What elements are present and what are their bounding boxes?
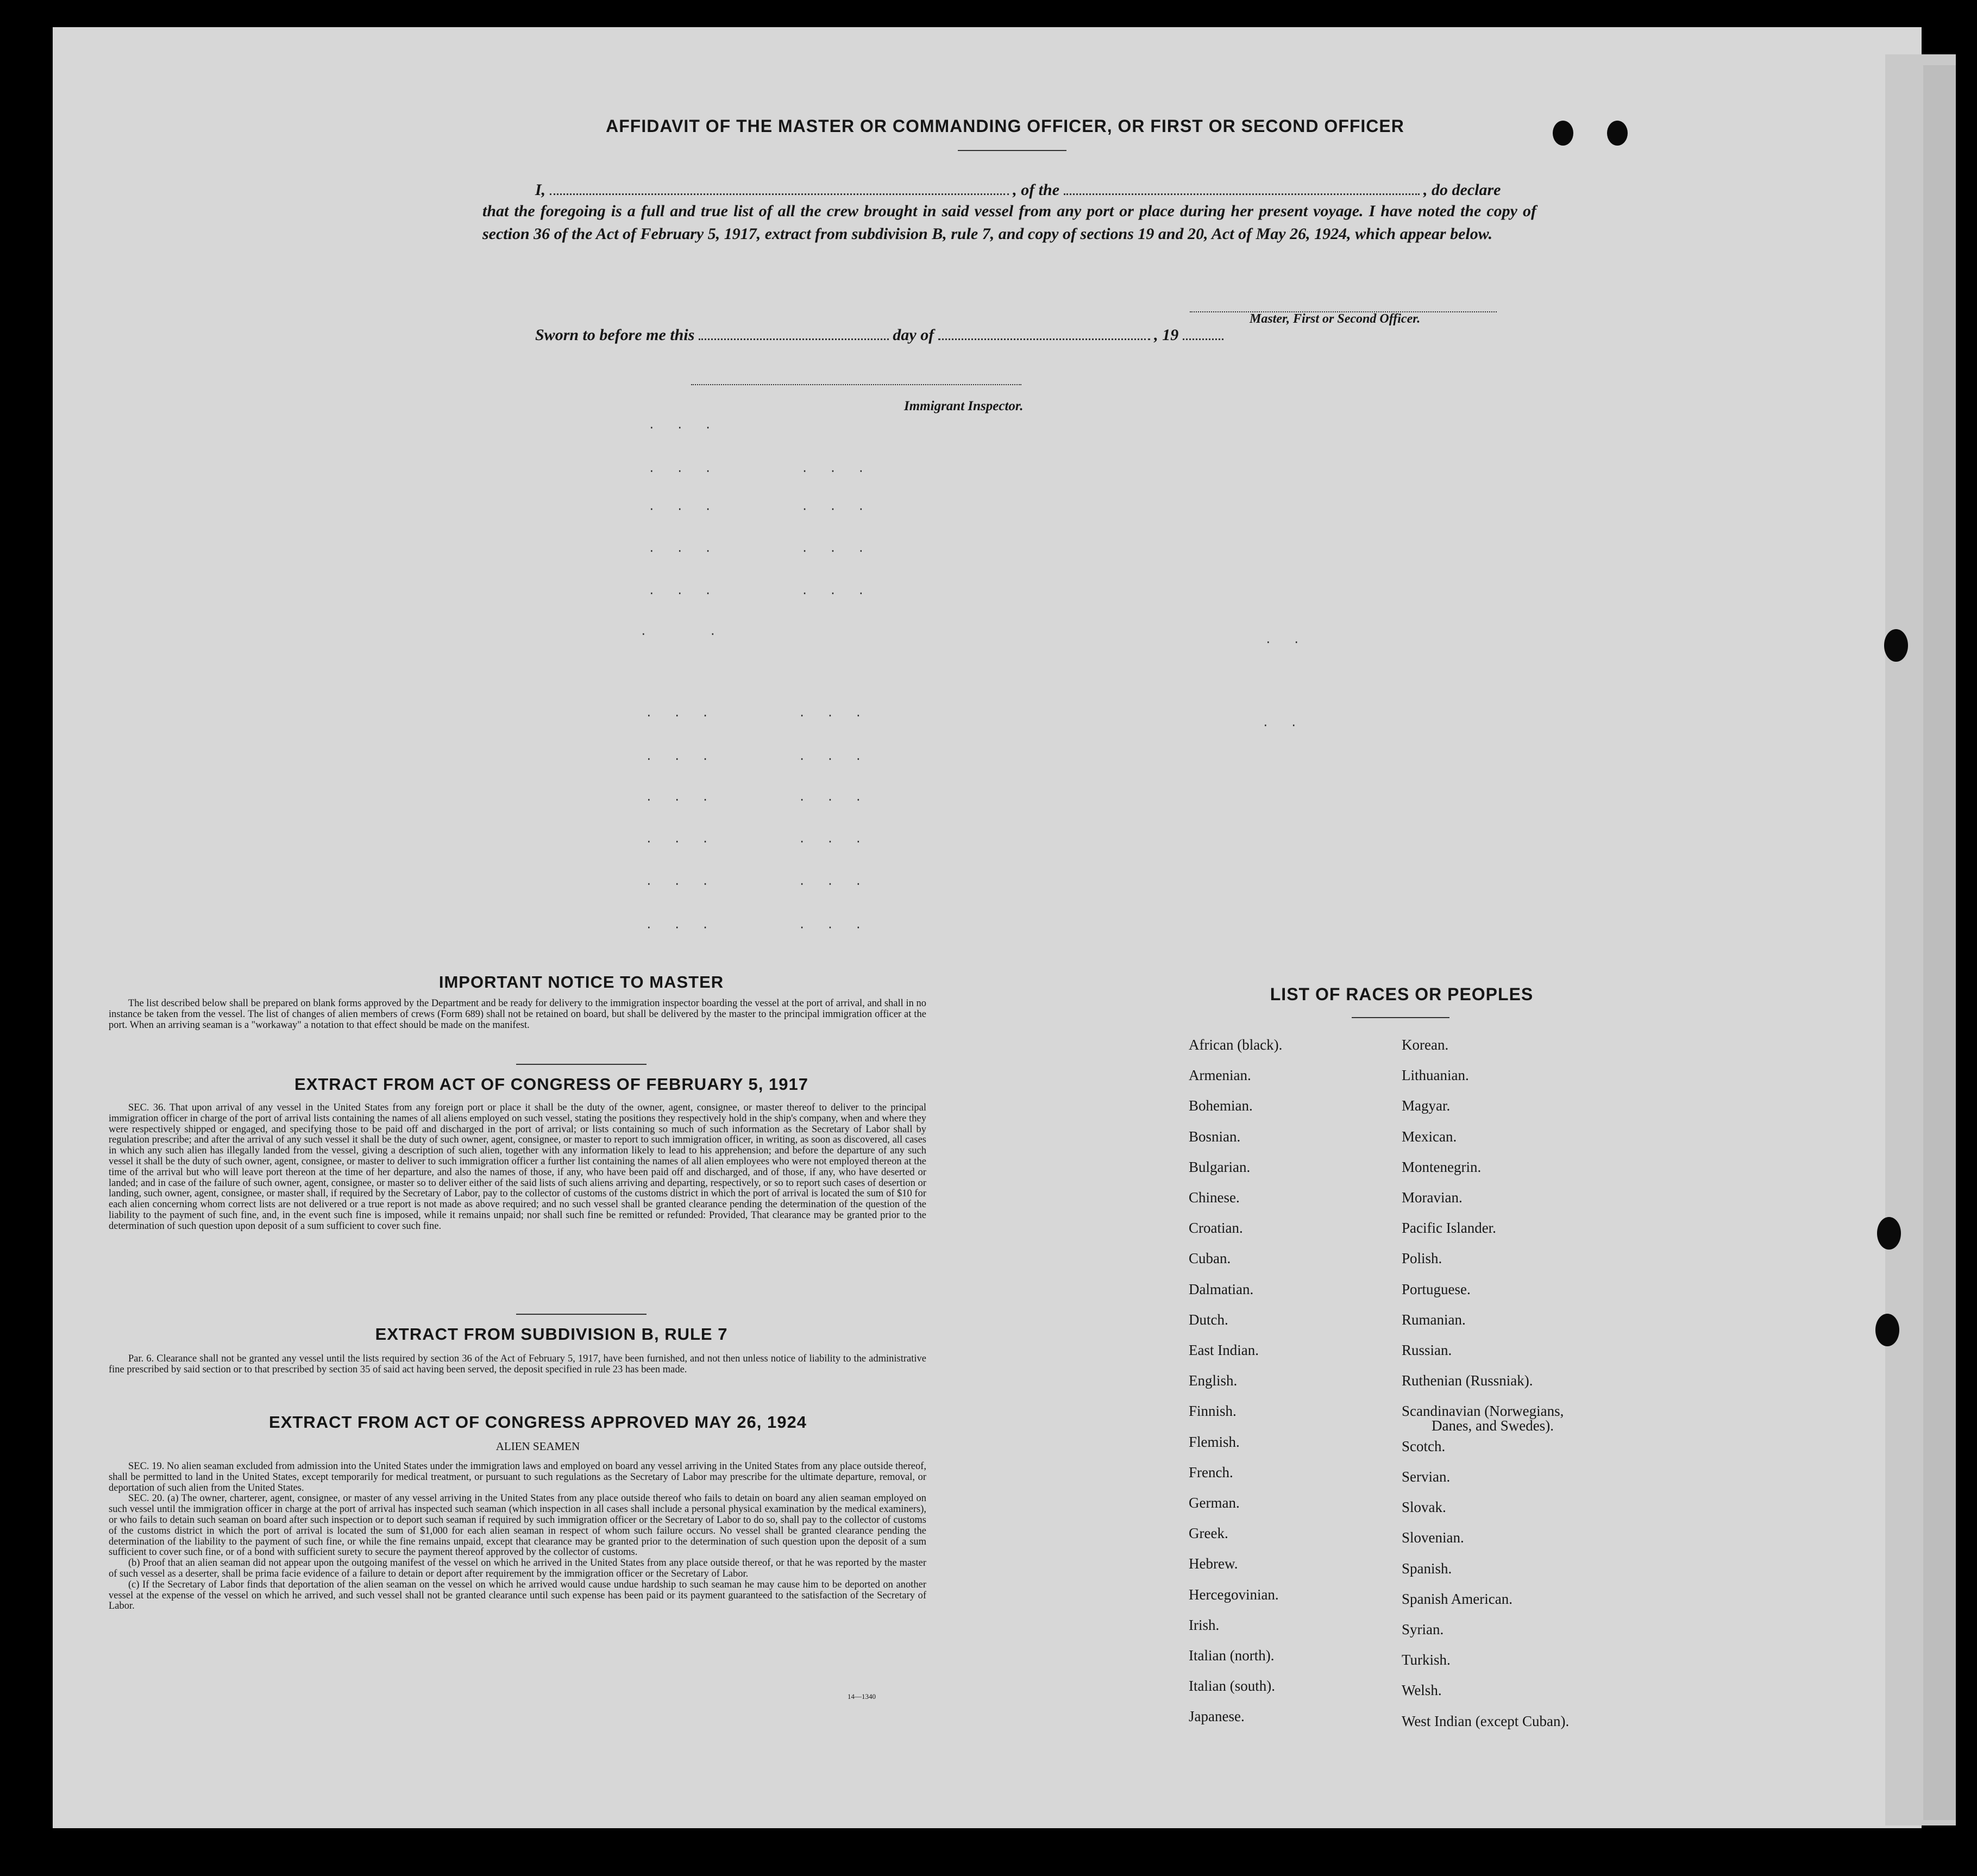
race-item: German.	[1189, 1495, 1240, 1511]
races-title: LIST OF RACES OR PEOPLES	[1270, 984, 1534, 1004]
race-item: Syrian.	[1402, 1621, 1444, 1638]
race-item: Croatian.	[1189, 1220, 1243, 1237]
title-underline	[1352, 1017, 1449, 1018]
race-item: Polish.	[1402, 1250, 1442, 1267]
race-item: Bulgarian.	[1189, 1158, 1251, 1175]
race-item: Scotch.	[1402, 1438, 1446, 1454]
race-item: Dalmatian.	[1189, 1281, 1254, 1297]
punch-hole	[1607, 121, 1628, 146]
signature-label: Master, First or Second Officer.	[1250, 312, 1421, 326]
extract-1917-text: SEC. 36. That upon arrival of any vessel in the United States from any foreign port or place it shall be the duty of the owner, agent, consignee, or master thereof to deliver to the principal immigration officer in charge of the port of arrival lists containing the names of all aliens employed on such vessel, stating the positions they respectively hold in the ship's company, when and where they were respectively shipped or engaged, and specifying those to be paid off and discharged in the port of arrival; or lists containing so much of such information as the Secretary of Labor shall by regulation prescribe; and after the arrival of any such vessel it shall be the duty of such owner, agent, consignee, or master to report to such immigration officer, in writing, as soon as discovered, all cases in which any such alien has illegally landed from the vessel, giving a description of such alien, together with any information likely to lead to his apprehension; and before the departure of any such vessel it shall be the duty of such owner, agent, consignee, or master to deliver to such immigration officer a further list containing the names of all alien employees who were not employed thereon at the time of the arrival but who will leave port thereon at the time of her departure, and also the names of those, if any, who have been paid off and discharged, and of those, if any, who have deserted or landed; and in case of the failure of such owner, agent, consignee, or master so to deliver either of the said lists of such aliens arriving and departing, respectively, or so to report such cases of desertion or landing, such owner, agent, consignee, or master shall, if required by the Secretary of Labor, pay to the collector of customs of the customs district in which the port of arrival is located the sum of $10 for each alien concerning whom correct lists are not delivered or a true report is not made as above required; and no such vessel shall be granted clearance pending the determination of the question of the liability to the payment of such fine, and, in the event such fine is imposed, while it remains unpaid; nor shall such fine be remitted or refunded: Provided, That clearance may be granted prior to the determination of such question upon deposit of a sum sufficient to cover such fine.	[109, 1102, 926, 1232]
section-20c: (c) If the Secretary of Labor finds that deportation of the alien seaman on the vessel on which he arrived would cause undue hardship to such seaman he may cause him to be deported on another vessel at the expense of the vessel on which he arrived, and such vessel shall not be granted clearance until such expense has been paid or its payment guaranteed to the satisfaction of the Secretary of Labor.	[109, 1579, 926, 1612]
extract-1924-title: EXTRACT FROM ACT OF CONGRESS APPROVED MAY 26, 1924	[269, 1413, 807, 1432]
race-item: Greek.	[1189, 1525, 1228, 1542]
section-20b: (b) Proof that an alien seaman did not appear upon the outgoing manifest of the vessel on which he arrived in the United States from any place outside thereof, or that he was reported by the master of such vessel as a deserter, shall be prima facie evidence of a failure to detain or deport after requirement by the immigration officer or the Secretary of Labor.	[109, 1558, 926, 1579]
name-field[interactable]	[550, 193, 1009, 195]
race-item: Rumanian.	[1402, 1311, 1466, 1328]
subdivision-title: EXTRACT FROM SUBDIVISION B, RULE 7	[375, 1325, 728, 1344]
race-item: Slovenian.	[1402, 1529, 1464, 1546]
race-item: Danes, and Swedes).	[1432, 1417, 1554, 1434]
inspector-signature-line[interactable]	[691, 384, 1021, 385]
race-item: African (black).	[1189, 1037, 1283, 1053]
race-item: East Indian.	[1189, 1342, 1259, 1359]
race-item: Japanese.	[1189, 1708, 1245, 1725]
bleed-through-marks: · · · · · ·	[647, 706, 871, 723]
race-item: French.	[1189, 1464, 1233, 1480]
race-item: Spanish.	[1402, 1560, 1452, 1577]
race-item: Spanish American.	[1402, 1590, 1512, 1607]
race-item: Lithuanian.	[1402, 1067, 1469, 1084]
punch-hole	[1553, 121, 1573, 146]
race-item: Italian (south).	[1189, 1678, 1275, 1695]
bleed-through-marks: · · · · · ·	[647, 918, 871, 934]
race-item: Scandinavian (Norwegians,	[1402, 1403, 1564, 1420]
vessel-field[interactable]	[1064, 193, 1420, 195]
race-item: English.	[1189, 1372, 1238, 1389]
race-item: Moravian.	[1402, 1189, 1463, 1206]
bleed-through-marks: · · · · · ·	[647, 832, 871, 849]
section-19: SEC. 19. No alien seaman excluded from admission into the United States under the immigration laws and employed on board any vessel arriving in the United States from any place outside thereof, shall be permitted to land in the United States, except temporarily for medical treatment, or pursuant to such regulations as the Secretary of Labor may prescribe for the ultimate departure, removal, or deportation of such alien from the United States.	[109, 1461, 926, 1494]
race-item: Italian (north).	[1189, 1647, 1275, 1664]
race-item: Montenegrin.	[1402, 1158, 1482, 1175]
subdivision-text: Par. 6. Clearance shall not be granted any vessel until the lists required by section 36 of the Act of February 5, 1917, have been furnished, and not then unless notice of liability to the administrative fine prescribed by said section or to that prescribed by section 35 of said act having been served, the deposit specified in rule 23 has been made.	[109, 1353, 926, 1375]
race-item: Welsh.	[1402, 1682, 1442, 1699]
race-item: Turkish.	[1402, 1652, 1451, 1668]
bleed-through-marks: · · · · · ·	[649, 462, 874, 478]
race-item: Russian.	[1402, 1342, 1452, 1359]
sworn-month-field[interactable]	[938, 338, 1150, 340]
affidavit-title: AFFIDAVIT OF THE MASTER OR COMMANDING OFFICER, OR FIRST OR SECOND OFFICER	[606, 116, 1404, 136]
race-item: Ruthenian (Russniak).	[1402, 1372, 1533, 1389]
title-underline	[958, 150, 1066, 151]
bleed-through-marks: · · · · · ·	[647, 875, 871, 891]
race-item: Irish.	[1189, 1616, 1220, 1633]
race-item: Servian.	[1402, 1469, 1451, 1485]
affidavit-declaration-line: I, , of the , do declare	[535, 181, 1501, 199]
section-divider	[516, 1314, 647, 1315]
bleed-through-marks: · · ·	[649, 418, 720, 435]
races-column-1	[1189, 1030, 1282, 1732]
race-item: Finnish.	[1189, 1403, 1237, 1420]
race-item: Korean.	[1402, 1037, 1449, 1053]
bleed-through-marks: · · · · · ·	[649, 584, 874, 600]
punch-hole	[1875, 1314, 1899, 1346]
race-item: Hebrew.	[1189, 1555, 1238, 1572]
race-item: Armenian.	[1189, 1067, 1251, 1084]
race-item: Dutch.	[1189, 1311, 1228, 1328]
race-item: Cuban.	[1189, 1250, 1231, 1267]
races-column-2	[1402, 1030, 1569, 1736]
race-item: West Indian (except Cuban).	[1402, 1712, 1570, 1729]
page-edge-under	[1923, 65, 1956, 1820]
sworn-year-field[interactable]	[1183, 338, 1223, 340]
race-item: Bohemian.	[1189, 1097, 1253, 1114]
extract-1917-title: EXTRACT FROM ACT OF CONGRESS OF FEBRUARY 5, 1917	[294, 1075, 808, 1094]
bleed-through-marks: · · · · · ·	[647, 790, 871, 807]
punch-hole	[1877, 1217, 1901, 1250]
punch-hole	[1884, 629, 1908, 662]
race-item: Flemish.	[1189, 1433, 1240, 1450]
notice-title: IMPORTANT NOTICE TO MASTER	[438, 972, 724, 992]
race-item: Mexican.	[1402, 1128, 1457, 1145]
race-item: Hercegovinian.	[1189, 1586, 1279, 1603]
affidavit-body: that the foregoing is a full and true list of all the crew brought in said vessel from any port or place during her present voyage. I have noted the copy of section 36 of the Act of February 5, 1917, extract from subdivision B, rule 7, and copy of sections 19 and 20, Act of May 26, 1924, which appear below.	[482, 202, 1536, 243]
section-divider	[516, 1064, 647, 1065]
bleed-through-marks: · ·	[641, 625, 725, 641]
notice-text: The list described below shall be prepared on blank forms approved by the Department and be ready for delivery to the immigration inspector boarding the vessel at the port of arrival, and shall in no instance be taken from the vessel. The list of changes of alien members of crews (Form 689) shall not be retained on board, but shall be delivered by the master to the principal immigration officer at the port. When an arriving seaman is a "workaway" a notation to that effect should be made on the manifest.	[109, 998, 926, 1031]
bleed-through-marks: · · · · · ·	[649, 500, 874, 516]
sworn-line: Sworn to before me this day of , 19	[535, 326, 1223, 344]
race-item: Bosnian.	[1189, 1128, 1241, 1145]
form-number: 14—1340	[848, 1692, 876, 1701]
race-item: Pacific Islander.	[1402, 1220, 1496, 1237]
race-item: Magyar.	[1402, 1097, 1451, 1114]
race-item: Slovak.	[1402, 1499, 1446, 1516]
alien-seamen-subtitle: ALIEN SEAMEN	[495, 1440, 580, 1453]
bleed-through-marks: · ·	[1266, 633, 1309, 649]
section-20a: SEC. 20. (a) The owner, charterer, agent, consignee, or master of any vessel arriving in the United States from any place outside thereof who fails to detain on board any alien seaman employed on such vessel until the immigration officer in charge at the port of arrival has inspected such seaman (which inspection in all cases shall include a personal physical examination by the medical examiners), or who fails to detain such seaman on board after such inspection or to deport such seaman if required by such immigration officer or the Secretary of Labor to do so, shall pay to the collector of customs of the customs district in which the port of arrival is located the sum of $1,000 for each alien seaman in respect of whom such failure occurs. No vessel shall be granted clearance pending the determination of the liability to the payment of such fine, or while the fine remains unpaid, except that clearance may be granted prior to the determination of such question upon the deposit of a sum sufficient to cover such fine, or of a bond with sufficient surety to secure the payment thereof approved by the collector of customs.	[109, 1493, 926, 1558]
bleed-through-marks: · ·	[1263, 716, 1306, 732]
extract-1924-text	[109, 1461, 926, 1612]
sworn-day-field[interactable]	[699, 338, 889, 340]
bleed-through-marks: · · · · · ·	[649, 542, 874, 558]
bleed-through-marks: · · · · · ·	[647, 750, 871, 766]
race-item: Portuguese.	[1402, 1281, 1471, 1297]
race-item: Chinese.	[1189, 1189, 1240, 1206]
inspector-label: Immigrant Inspector.	[904, 399, 1024, 413]
